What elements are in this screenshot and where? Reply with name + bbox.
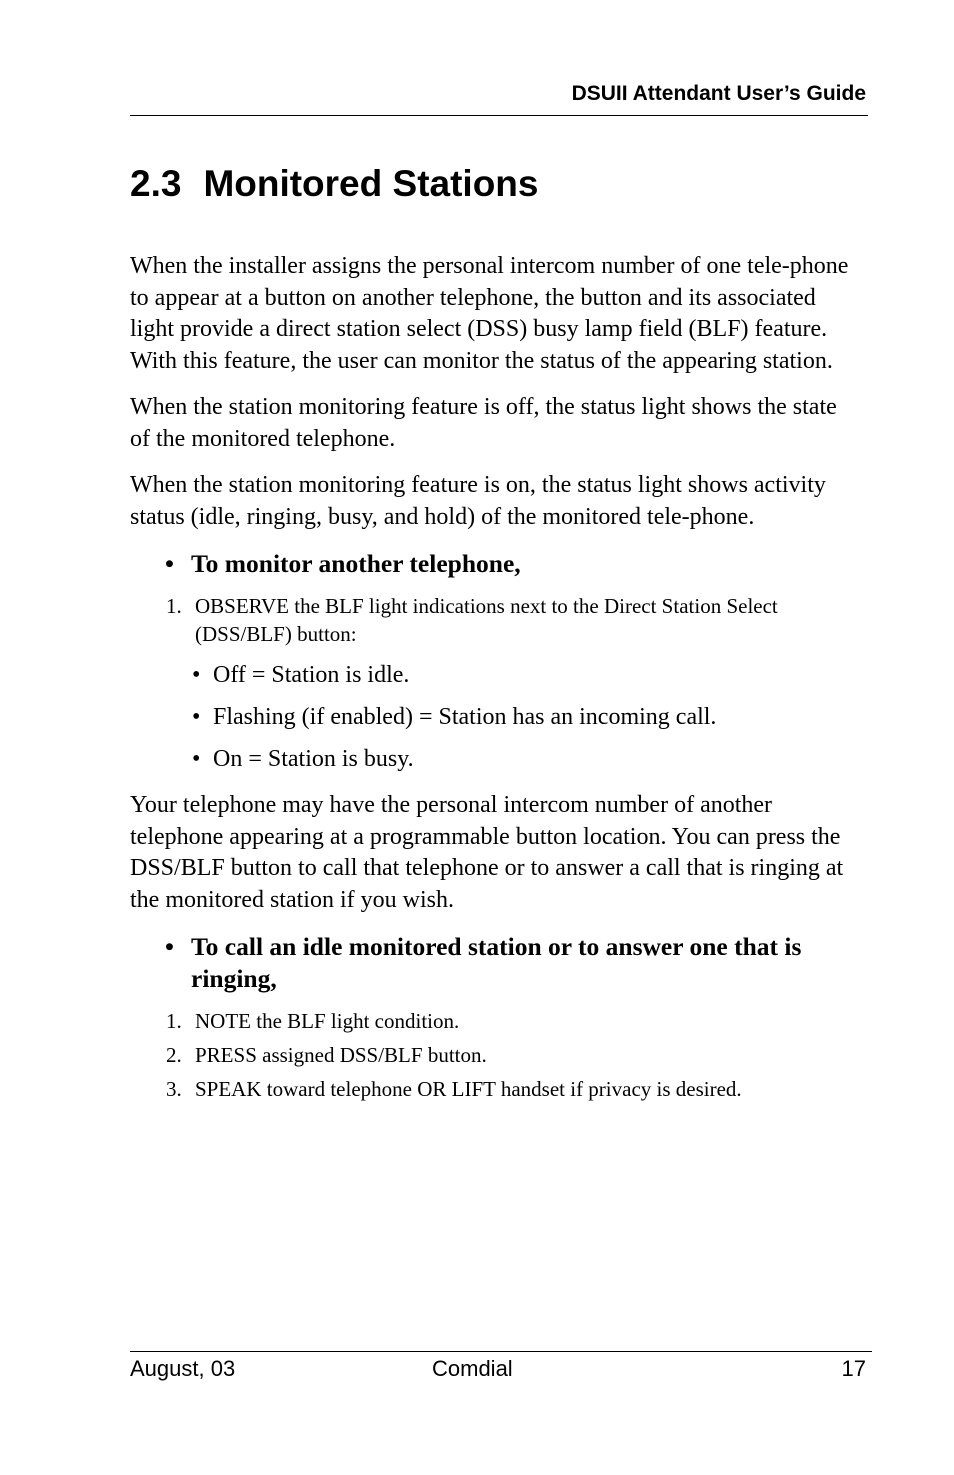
bullet-icon: • — [192, 704, 201, 730]
header-rule — [130, 115, 868, 116]
list-item: • Flashing (if enabled) = Station has an incoming call. — [130, 702, 862, 733]
bullet-icon: • — [192, 746, 201, 772]
procedure-title-monitor: • To monitor another telephone, — [165, 549, 521, 578]
running-header: DSUII Attendant User’s Guide — [571, 82, 866, 105]
bullet-icon: • — [192, 662, 201, 688]
step-item: 2. PRESS assigned DSS/BLF button. — [166, 1043, 487, 1067]
paragraph-monitoring-off: When the station monitoring feature is off, the status light shows the state of the monitored telephone. — [130, 394, 837, 452]
footer-date: August, 03 — [130, 1356, 236, 1381]
page-number: 17 — [841, 1356, 866, 1381]
blf-indications-list — [130, 660, 862, 775]
page-content — [130, 251, 862, 1109]
step-item: 3. SPEAK toward telephone OR LIFT handset if privacy is desired. — [166, 1077, 742, 1101]
paragraph-intro: When the installer assigns the personal intercom number of one tele-phone to appear at a button on another telephone, the button and its associated light provide a direct station select (DSS) busy lamp field (BLF) feature. With this feature, the user can monitor the status of the appearing station. — [130, 253, 849, 374]
section-heading: Monitored Stations — [203, 163, 539, 204]
list-item: • On = Station is busy. — [130, 744, 862, 775]
step-item: 1. NOTE the BLF light condition. — [166, 1009, 460, 1033]
footer-rule — [130, 1351, 872, 1352]
section-number: 2.3 — [130, 163, 182, 204]
list-item: • Off = Station is idle. — [130, 660, 862, 691]
procedure-title-call-idle: • To call an idle monitored station or to answer one that is ringing, — [165, 932, 802, 993]
paragraph-monitoring-on: When the station monitoring feature is on, the status light shows activity status (idle, ringing, busy, and hold) of the monitored tele-phone. — [130, 472, 826, 530]
step-item: 1. OBSERVE the BLF light indications next to the Direct Station Select (DSS/BLF) button: — [166, 594, 778, 646]
bullet-icon: • — [165, 549, 174, 578]
bullet-icon: • — [165, 932, 174, 961]
procedure-steps-call-idle — [130, 1007, 862, 1103]
section-title — [130, 163, 538, 205]
paragraph-dss-blf: Your telephone may have the personal intercom number of another telephone appearing at a programmable button location. You can press the DSS/BLF button to call that telephone or to answer a call that is ringing at the monitored station if you wish. — [130, 792, 844, 913]
footer-company: Comdial — [432, 1356, 513, 1381]
procedure-steps-monitor — [130, 592, 862, 648]
